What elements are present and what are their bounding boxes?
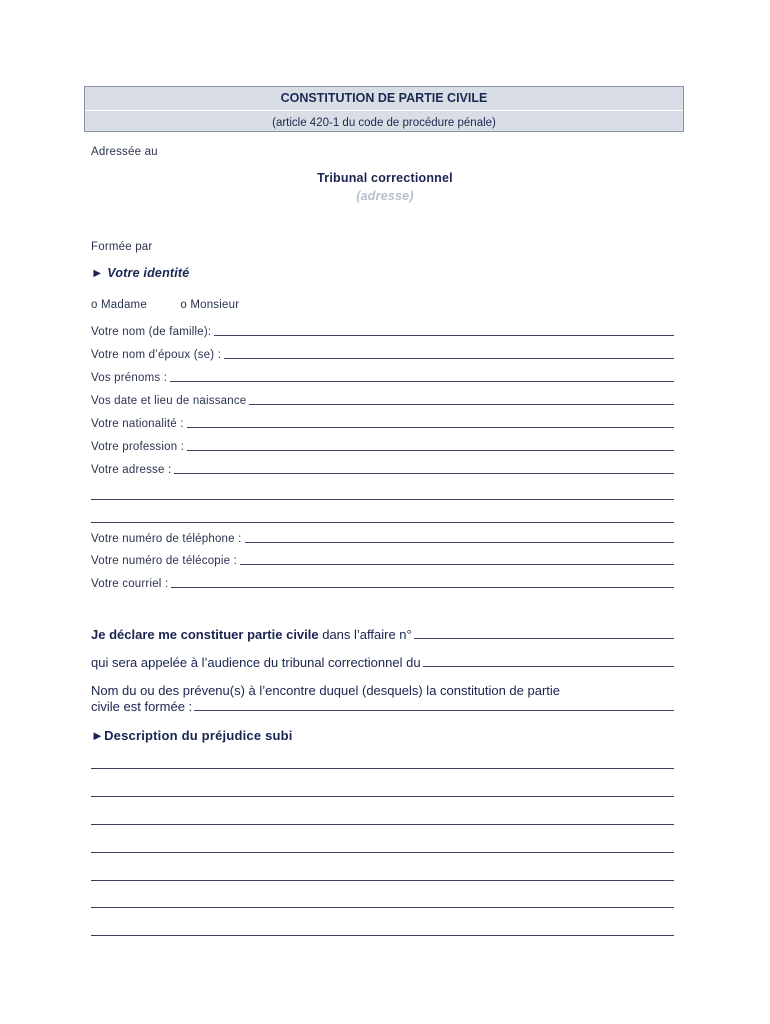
- address-line-2[interactable]: [91, 499, 674, 500]
- prejudice-heading: ►Description du préjudice subi: [91, 728, 293, 743]
- field-telecopie[interactable]: [91, 555, 674, 567]
- title-box: [84, 86, 684, 132]
- court-name: Tribunal correctionnel: [317, 171, 453, 185]
- audience-text: qui sera appelée à l’audience du tribunal correctionnel du: [91, 655, 421, 670]
- prejudice-line-3[interactable]: [91, 824, 674, 825]
- option-madame[interactable]: o Madame: [91, 299, 147, 311]
- option-monsieur[interactable]: o Monsieur: [180, 299, 240, 311]
- prejudice-line-4[interactable]: [91, 852, 674, 853]
- field-nom-epoux[interactable]: [91, 349, 674, 361]
- civility-options: [91, 299, 239, 311]
- form-title: CONSTITUTION DE PARTIE CIVILE: [280, 91, 488, 105]
- declaration-line[interactable]: [91, 627, 674, 642]
- prevenus-line[interactable]: [91, 699, 674, 714]
- field-prenoms-label: Vos prénoms :: [91, 372, 168, 384]
- prejudice-line-6[interactable]: [91, 907, 674, 908]
- audience-date-line[interactable]: [423, 666, 674, 667]
- field-adresse-line[interactable]: [174, 472, 674, 474]
- addressed-label: Adressée au: [91, 146, 158, 158]
- field-nom-line[interactable]: [214, 334, 674, 336]
- field-courriel[interactable]: [91, 578, 674, 590]
- title-divider: [85, 110, 683, 111]
- declaration-text: [91, 627, 414, 642]
- field-telecopie-label: Votre numéro de télécopie :: [91, 555, 238, 567]
- address-line-3[interactable]: [91, 522, 674, 523]
- declaration-bold: Je déclare me constituer partie civile: [91, 627, 319, 642]
- field-nationalite-line[interactable]: [187, 426, 674, 428]
- field-nom-epoux-label: Votre nom d’époux (se) :: [91, 349, 222, 361]
- field-naissance-label: Vos date et lieu de naissance: [91, 395, 247, 407]
- court-address-placeholder[interactable]: (adresse): [356, 189, 414, 203]
- field-prenoms-line[interactable]: [170, 380, 674, 382]
- prejudice-line-1[interactable]: [91, 768, 674, 769]
- case-number-line[interactable]: [414, 638, 674, 639]
- field-nationalite[interactable]: [91, 418, 674, 430]
- form-subtitle: (article 420-1 du code de procédure pénale): [272, 117, 496, 129]
- field-adresse[interactable]: [91, 464, 674, 476]
- field-nom-label: Votre nom (de famille):: [91, 326, 212, 338]
- prejudice-line-7[interactable]: [91, 935, 674, 936]
- field-telephone-line[interactable]: [245, 541, 674, 543]
- field-profession-line[interactable]: [187, 449, 674, 451]
- prejudice-line-2[interactable]: [91, 796, 674, 797]
- prejudice-line-5[interactable]: [91, 880, 674, 881]
- field-profession[interactable]: [91, 441, 674, 453]
- declaration-rest: dans l’affaire n°: [318, 627, 412, 642]
- field-courriel-line[interactable]: [171, 586, 674, 588]
- field-nom[interactable]: [91, 326, 674, 338]
- field-telephone-label: Votre numéro de téléphone :: [91, 533, 242, 545]
- field-naissance[interactable]: [91, 395, 674, 407]
- field-telephone[interactable]: [91, 533, 674, 545]
- field-courriel-label: Votre courriel :: [91, 578, 169, 590]
- prevenus-name-line[interactable]: [194, 710, 674, 711]
- audience-line[interactable]: [91, 655, 674, 670]
- field-naissance-line[interactable]: [249, 403, 674, 405]
- field-nationalite-label: Votre nationalité :: [91, 418, 184, 430]
- field-nom-epoux-line[interactable]: [224, 357, 674, 359]
- field-adresse-label: Votre adresse :: [91, 464, 172, 476]
- field-telecopie-line[interactable]: [240, 563, 674, 565]
- identity-heading: ► Votre identité: [91, 266, 190, 280]
- prevenus-text-2: civile est formée :: [91, 699, 193, 714]
- field-profession-label: Votre profession :: [91, 441, 185, 453]
- formed-by-label: Formée par: [91, 241, 153, 253]
- field-prenoms[interactable]: [91, 372, 674, 384]
- prevenus-text-1: Nom du ou des prévenu(s) à l’encontre duquel (desquels) la constitution de partie: [91, 683, 560, 698]
